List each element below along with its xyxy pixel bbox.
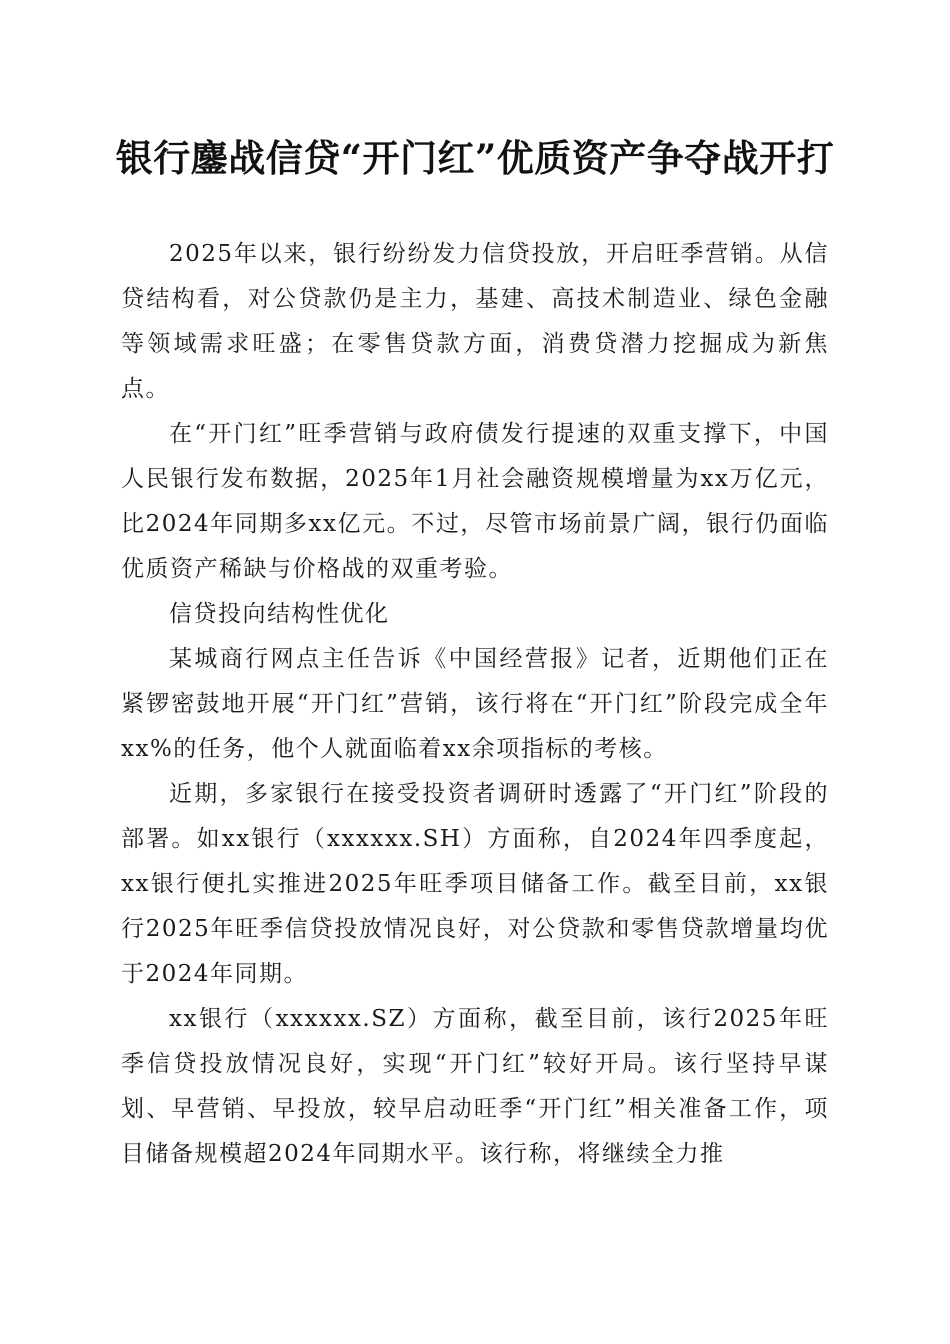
document-title: 银行鏖战信贷“开门红”优质资产争夺战开打 [115,136,835,180]
paragraph: xx银行（xxxxxx.SZ）方面称，截至目前，该行2025年旺季信贷投放情况良好，实现“开门红”较好开局。该行坚持早谋划、早营销、早投放，较早启动旺季“开门红”相关准备工作，项目储备规模超2024年同期水平。该行称，将继续全力推 [121,1006,829,1167]
section-heading: 信贷投向结构性优化 [169,601,390,627]
paragraph: 2025年以来，银行纷纷发力信贷投放，开启旺季营销。从信贷结构看，对公贷款仍是主力，基建、高技术制造业、绿色金融等领域需求旺盛；在零售贷款方面，消费贷潜力挖掘成为新焦点。 [121,241,829,402]
paragraph: 近期，多家银行在接受投资者调研时透露了“开门红”阶段的部署。如xx银行（xxxxxx.SH）方面称，自2024年四季度起，xx银行便扎实推进2025年旺季项目储备工作。截至目前，xx银行2025年旺季信贷投放情况良好，对公贷款和零售贷款增量均优于2024年同期。 [121,781,829,987]
paragraph: 某城商行网点主任告诉《中国经营报》记者，近期他们正在紧锣密鼓地开展“开门红”营销，该行将在“开门红”阶段完成全年xx%的任务，他个人就面临着xx余项指标的考核。 [121,646,829,762]
document-body [121,232,829,1177]
paragraph: 在“开门红”旺季营销与政府债发行提速的双重支撑下，中国人民银行发布数据，2025年1月社会融资规模增量为xx万亿元，比2024年同期多xx亿元。不过，尽管市场前景广阔，银行仍面临优质资产稀缺与价格战的双重考验。 [121,421,829,582]
